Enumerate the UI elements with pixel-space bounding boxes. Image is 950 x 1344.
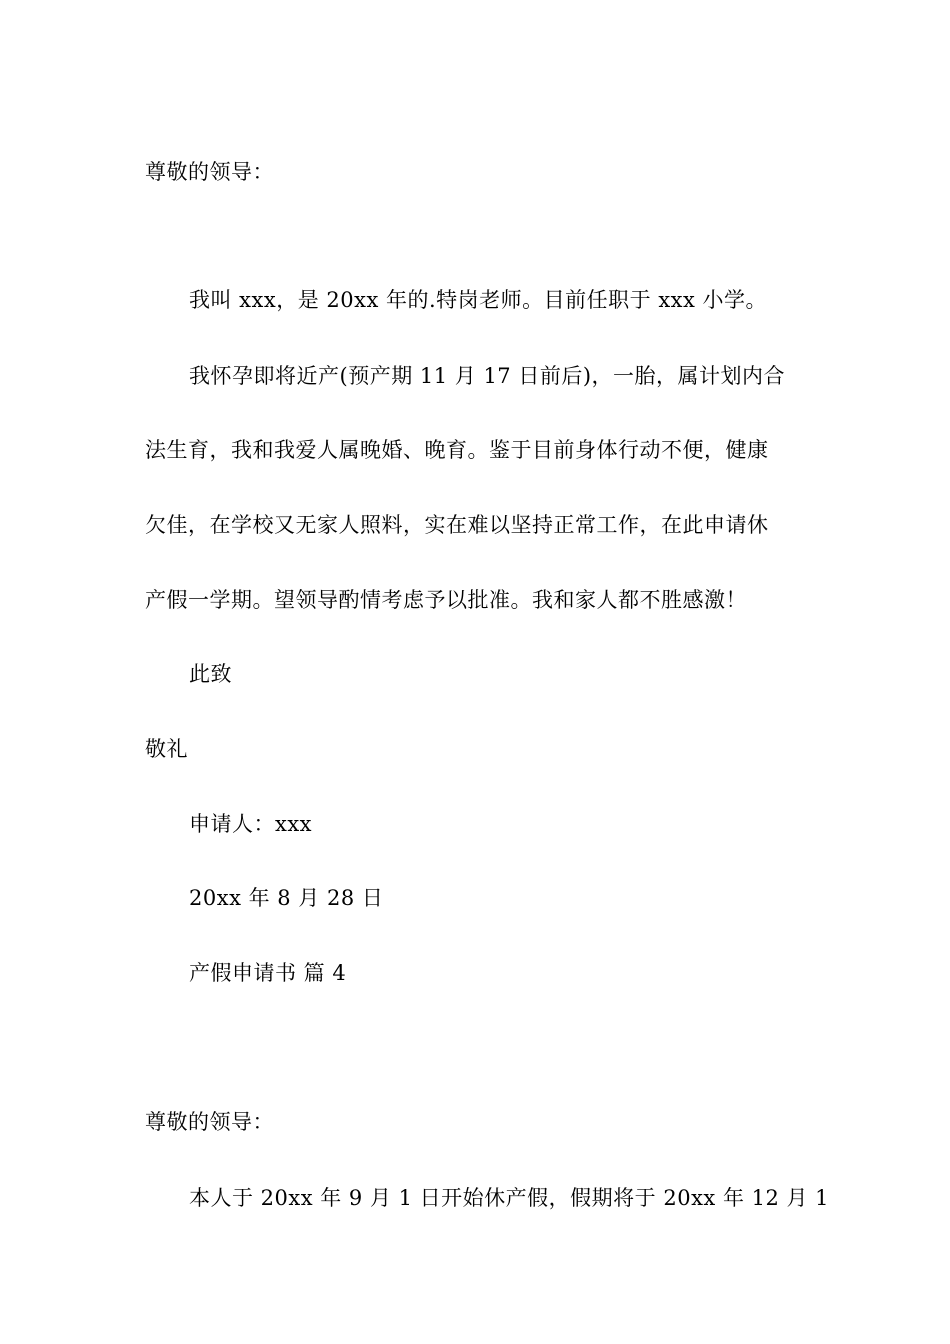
letter-date: 20xx 年 8 月 28 日: [189, 886, 384, 910]
paragraph-line: 我怀孕即将近产(预产期 11 月 17 日前后)，一胎，属计划内合: [189, 364, 786, 388]
paragraph-line: 本人于 20xx 年 9 月 1 日开始休产假，假期将于 20xx 年 12 月 1: [189, 1186, 830, 1210]
paragraph-line: 欠佳，在学校又无家人照料，实在难以坚持正常工作，在此申请休: [145, 513, 769, 537]
salutation: 尊敬的领导：: [145, 160, 274, 184]
salutation: 尊敬的领导：: [145, 1110, 274, 1134]
closing-phrase: 此致: [189, 662, 232, 686]
paragraph-line: 法生育，我和我爱人属晚婚、晚育。鉴于目前身体行动不便，健康: [145, 438, 769, 462]
paragraph-line: 产假一学期。望领导酌情考虑予以批准。我和家人都不胜感激！: [145, 588, 747, 612]
section-heading: 产假申请书 篇 4: [189, 961, 347, 985]
applicant-name: 申请人：xxx: [189, 812, 313, 836]
closing-salute: 敬礼: [145, 737, 188, 761]
paragraph-line: 我叫 xxx，是 20xx 年的.特岗老师。目前任职于 xxx 小学。: [189, 288, 768, 312]
